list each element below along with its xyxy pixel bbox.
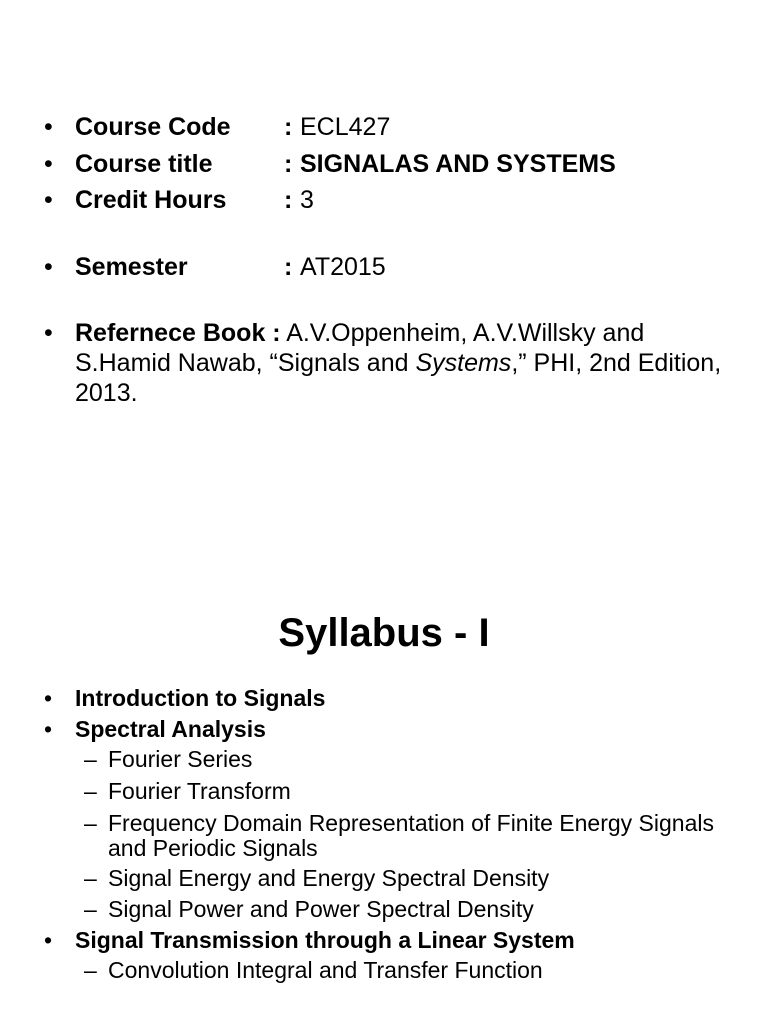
syllabus-subitem-text: Fourier Series bbox=[108, 746, 253, 772]
reference-text bbox=[75, 318, 744, 408]
semester-value: AT2015 bbox=[300, 253, 386, 281]
syllabus-item-text: Spectral Analysis bbox=[75, 716, 266, 742]
bullet: • bbox=[44, 253, 53, 281]
syllabus-item-text: Introduction to Signals bbox=[75, 685, 326, 711]
bullet: • bbox=[44, 716, 53, 742]
colon: : bbox=[284, 186, 293, 214]
bullet: • bbox=[44, 685, 53, 711]
colon: : bbox=[284, 253, 293, 281]
course-code-value: ECL427 bbox=[300, 113, 391, 141]
credit-hours-value: 3 bbox=[300, 186, 314, 214]
reference-italic: Systems bbox=[415, 349, 512, 377]
syllabus-subitem bbox=[84, 779, 724, 804]
syllabus-subitem-text: Frequency Domain Representation of Finite Energy Signals and Periodic Signals bbox=[108, 810, 714, 861]
reference-book bbox=[44, 318, 744, 408]
syllabus-title: Syllabus - I bbox=[278, 611, 490, 655]
syllabus-item bbox=[44, 717, 744, 742]
reference-label: Refernece Book : bbox=[75, 319, 281, 347]
course-title-label: Course title bbox=[75, 150, 213, 178]
credit-hours-label: Credit Hours bbox=[75, 186, 227, 214]
syllabus-subitem bbox=[84, 958, 724, 983]
dash: – bbox=[84, 746, 97, 772]
syllabus-subitem-text: Convolution Integral and Transfer Function bbox=[108, 957, 543, 983]
bullet: • bbox=[44, 150, 53, 178]
syllabus-subitem-text: Fourier Transform bbox=[108, 778, 291, 804]
course-title-value: SIGNALAS AND SYSTEMS bbox=[300, 150, 616, 178]
syllabus-subitem-text: Signal Energy and Energy Spectral Density bbox=[108, 865, 550, 891]
dash: – bbox=[84, 957, 97, 983]
syllabus-subitem bbox=[84, 866, 724, 891]
reference-text-after: ,” PHI, 2nd Edition, 2013. bbox=[75, 349, 722, 407]
bullet: • bbox=[44, 186, 53, 214]
syllabus-subitem bbox=[84, 897, 724, 922]
bullet: • bbox=[44, 927, 53, 953]
bullet: • bbox=[44, 113, 53, 141]
syllabus-item-text: Signal Transmission through a Linear System bbox=[75, 927, 575, 953]
syllabus-item bbox=[44, 928, 744, 953]
reference-text-before: A.V.Oppenheim, A.V.Willsky and S.Hamid Nawab, “Signals and bbox=[75, 319, 645, 377]
bullet: • bbox=[44, 319, 53, 347]
dash: – bbox=[84, 778, 97, 804]
semester-label: Semester bbox=[75, 253, 188, 281]
dash: – bbox=[84, 865, 97, 891]
colon: : bbox=[284, 150, 293, 178]
syllabus-subitem-text: Signal Power and Power Spectral Density bbox=[108, 896, 534, 922]
syllabus-item bbox=[44, 686, 744, 711]
syllabus-subitem bbox=[84, 811, 724, 861]
dash: – bbox=[84, 810, 97, 836]
dash: – bbox=[84, 896, 97, 922]
colon: : bbox=[284, 113, 293, 141]
syllabus-subitem bbox=[84, 747, 724, 772]
course-code-label: Course Code bbox=[75, 113, 231, 141]
